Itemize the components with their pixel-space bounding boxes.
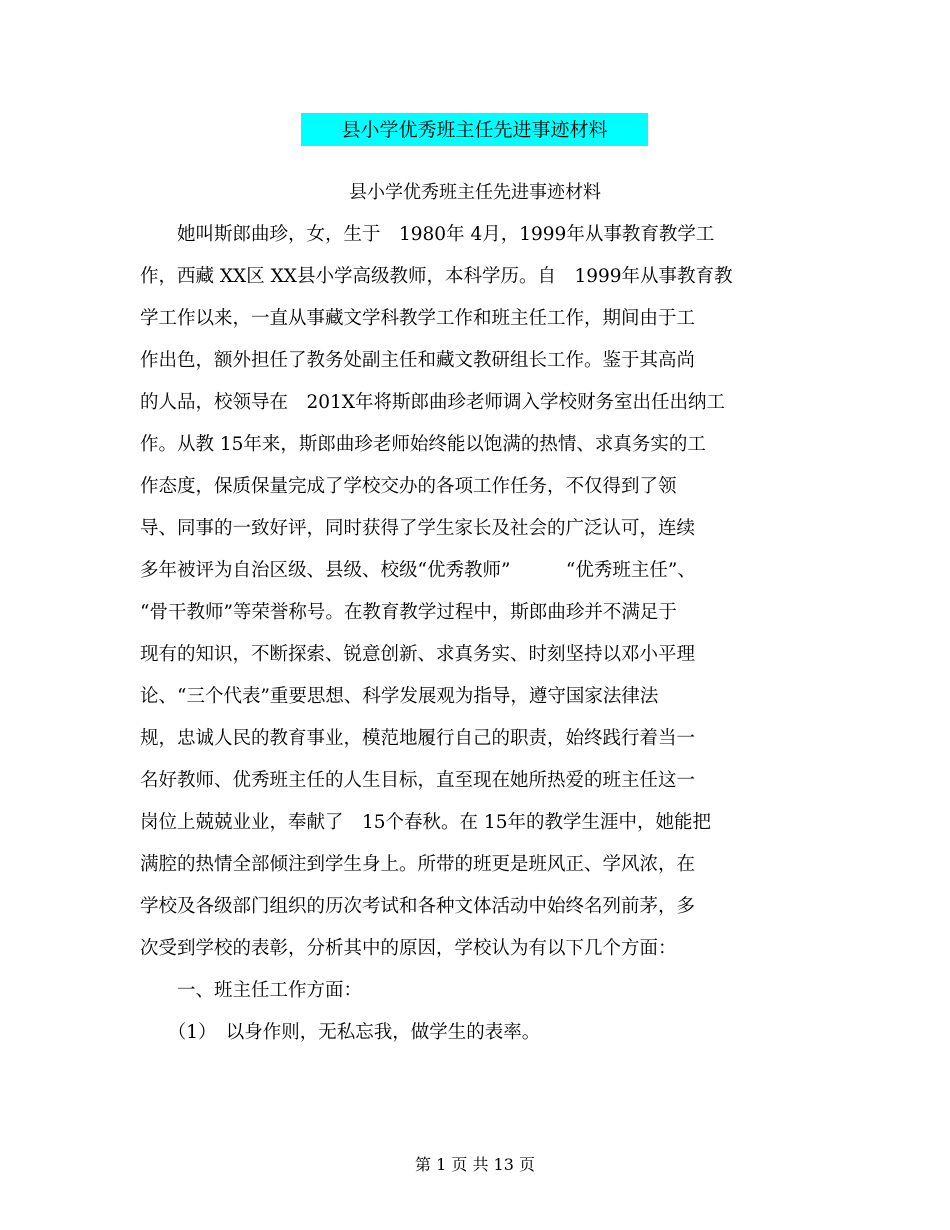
document-title: 县小学优秀班主任先进事迹材料 <box>341 119 608 141</box>
document-subtitle: 县小学优秀班主任先进事迹材料 <box>349 182 601 203</box>
body-line: 作态度，保质保量完成了学校交办的各项工作任务，不仅得到了领 <box>140 476 677 497</box>
body-line: 学工作以来，一直从事藏文学科教学工作和班主任工作，期间由于工 <box>140 308 696 329</box>
body-line: 多年被评为自治区级、县级、校级“优秀教师” “优秀班主任”、 <box>140 560 696 581</box>
body-line: 她叫斯郎曲珍，女，生于 1980年 4月，1999年从事教育教学工 <box>140 224 715 245</box>
subsection-heading: （1） 以身作则，无私忘我，做学生的表率。 <box>140 1022 541 1043</box>
body-line: 现有的知识，不断探索、锐意创新、求真务实、时刻坚持以邓小平理 <box>140 644 696 665</box>
body-line: 作出色，额外担任了教务处副主任和藏文教研组长工作。鉴于其高尚 <box>140 350 696 371</box>
body-line: 名好教师、优秀班主任的人生目标，直至现在她所热爱的班主任这一 <box>140 770 696 791</box>
body-line: 满腔的热情全部倾注到学生身上。所带的班更是班风正、学风浓，在 <box>140 854 696 875</box>
body-line: 论、“三个代表”重要思想、科学发展观为指导，遵守国家法律法 <box>140 686 659 707</box>
body-line: 作。从教 15年来，斯郎曲珍老师始终能以饱满的热情、求真务实的工 <box>140 434 706 455</box>
body-line: 规，忠诚人民的教育事业，模范地履行自己的职责，始终践行着当一 <box>140 728 696 749</box>
body-line: 的人品，校领导在 201X年将斯郎曲珍老师调入学校财务室出任出纳工 <box>140 392 725 413</box>
body-line: 岗位上兢兢业业，奉献了 15个春秋。在 15年的教学生涯中，她能把 <box>140 812 711 833</box>
body-line: 作，西藏 XX区 XX县小学高级教师，本科学历。自 1999年从事教育教 <box>140 266 733 287</box>
section-heading: 一、班主任工作方面： <box>140 980 363 1001</box>
body-line: 学校及各级部门组织的历次考试和各种文体活动中始终名列前茅，多 <box>140 896 696 917</box>
body-line: 导、同事的一致好评，同时获得了学生家长及社会的广泛认可，连续 <box>140 518 696 539</box>
body-line: “骨干教师”等荣誉称号。在教育教学过程中，斯郎曲珍并不满足于 <box>140 602 677 623</box>
body-line: 次受到学校的表彰，分析其中的原因，学校认为有以下几个方面： <box>140 938 677 959</box>
page-indicator: 第 1 页 共 13 页 <box>415 1155 535 1174</box>
